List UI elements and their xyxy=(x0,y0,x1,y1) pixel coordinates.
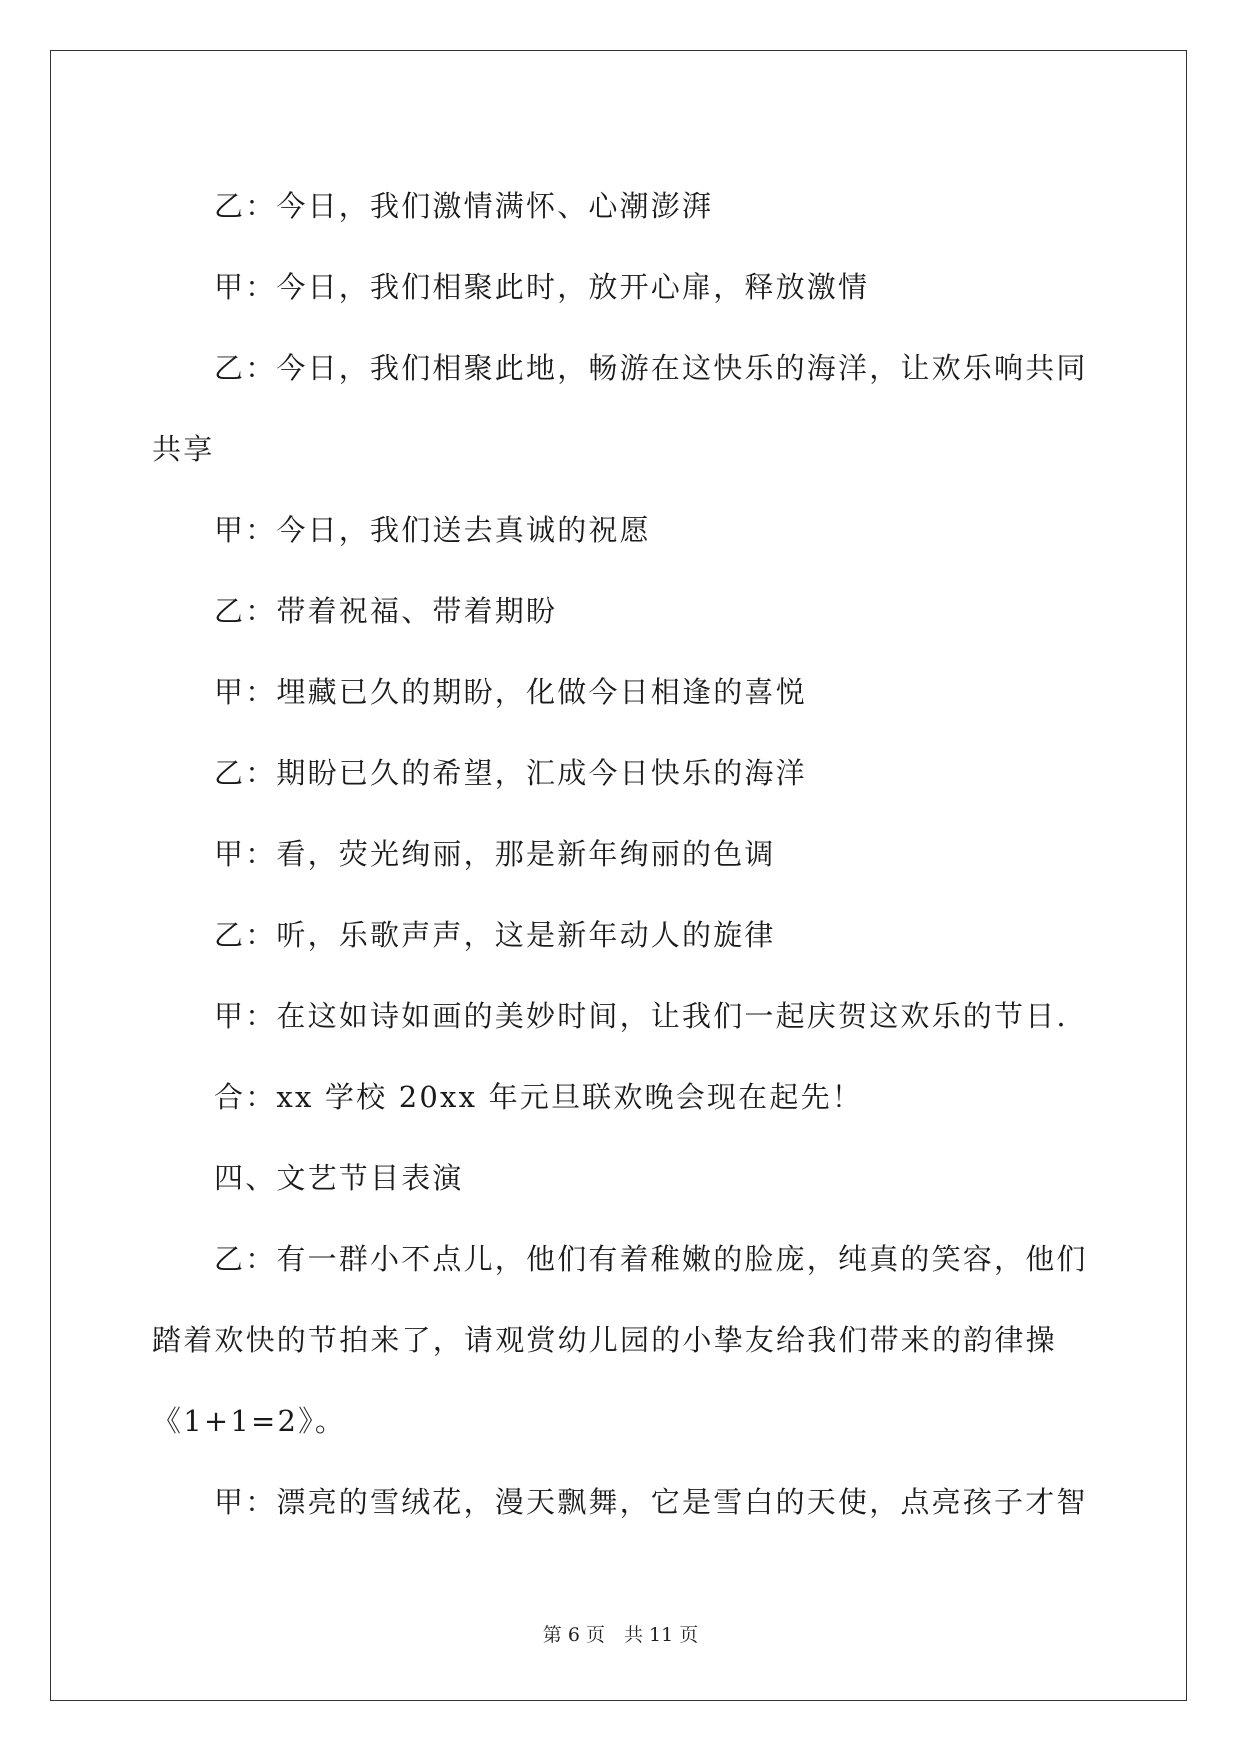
text-line: 乙：今日，我们激情满怀、心潮澎湃 xyxy=(214,189,714,223)
text-line: 合：xx 学校 20xx 年元旦联欢晚会现在起先！ xyxy=(214,1080,863,1114)
text-line: 乙：带着祝福、带着期盼 xyxy=(214,594,558,628)
text-line: 甲：今日，我们相聚此时，放开心扉，释放激情 xyxy=(214,270,870,304)
text-line: 乙：今日，我们相聚此地，畅游在这快乐的海洋，让欢乐响共同 xyxy=(214,351,1088,385)
text-line: 甲：埋藏已久的期盼，化做今日相逢的喜悦 xyxy=(214,675,807,709)
text-line: 甲：在这如诗如画的美妙时间，让我们一起庆贺这欢乐的节日. xyxy=(214,999,1068,1033)
document-body xyxy=(152,166,1090,1543)
text-line: 共享 xyxy=(152,432,215,466)
section-heading: 四、文艺节目表演 xyxy=(214,1161,464,1195)
page-footer xyxy=(0,1620,1241,1647)
text-line: 乙：听，乐歌声声，这是新年动人的旋律 xyxy=(214,918,776,952)
text-line: 甲：看，荧光绚丽，那是新年绚丽的色调 xyxy=(214,837,776,871)
text-line: 踏着欢快的节拍来了，请观赏幼儿园的小挚友给我们带来的韵律操 xyxy=(152,1323,1057,1357)
text-line: 《1+1=2》。 xyxy=(152,1404,347,1438)
text-line: 甲：今日，我们送去真诚的祝愿 xyxy=(214,513,651,547)
text-line: 甲：漂亮的雪绒花，漫天飘舞，它是雪白的天使，点亮孩子才智 xyxy=(214,1485,1088,1519)
page-number: 第 6 页 共 11 页 xyxy=(542,1624,699,1646)
text-line: 乙：期盼已久的希望，汇成今日快乐的海洋 xyxy=(214,756,807,790)
text-line: 乙：有一群小不点儿，他们有着稚嫩的脸庞，纯真的笑容，他们 xyxy=(214,1242,1088,1276)
